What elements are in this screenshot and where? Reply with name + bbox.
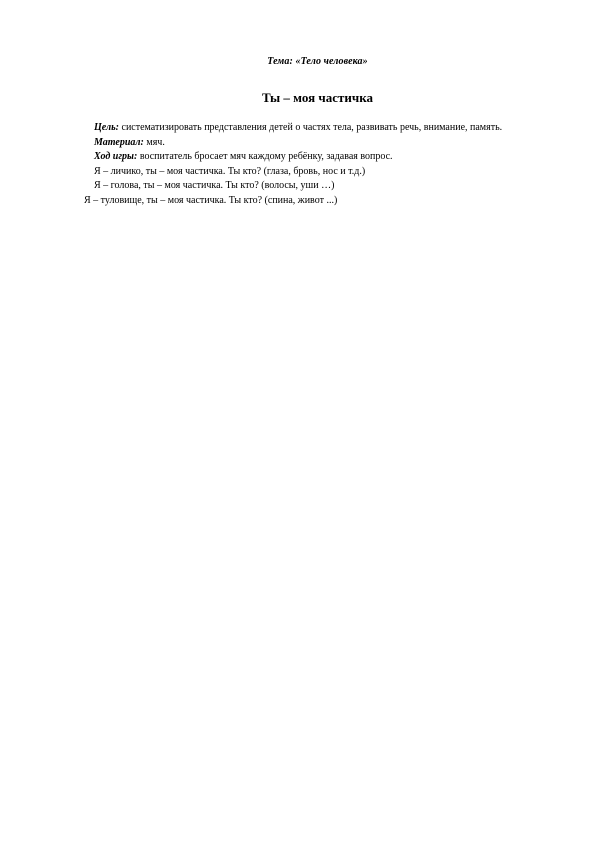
goal-paragraph — [87, 121, 538, 136]
page-title: Ты – моя частичка — [262, 90, 373, 105]
game-text: воспитатель бросает мяч каждому ребёнку, задавая вопрос. — [137, 151, 393, 162]
game-label: Ход игры: — [94, 151, 138, 162]
document-body — [84, 121, 538, 208]
material-text: мяч. — [143, 136, 165, 148]
material-paragraph — [87, 136, 538, 151]
goal-label: Цель: — [94, 122, 119, 133]
game-line-torso: Я – туловище, ты – моя частичка. Ты кто? (спина, живот ...) — [84, 194, 338, 206]
game-line-head: Я – голова, ты – моя частичка. Ты кто? (волосы, уши …) — [94, 180, 335, 191]
material-label: Материал: — [94, 136, 144, 148]
game-line-face: Я – личико, ты – моя частичка. Ты кто? (глаза, бровь, нос и т.д.) — [94, 165, 366, 177]
goal-text: систематизировать представления детей о частях тела, развивать речь, внимание, память. — [119, 122, 503, 133]
game-paragraph — [87, 150, 538, 165]
topic-heading: Тема: «Тело человека» — [267, 56, 368, 67]
